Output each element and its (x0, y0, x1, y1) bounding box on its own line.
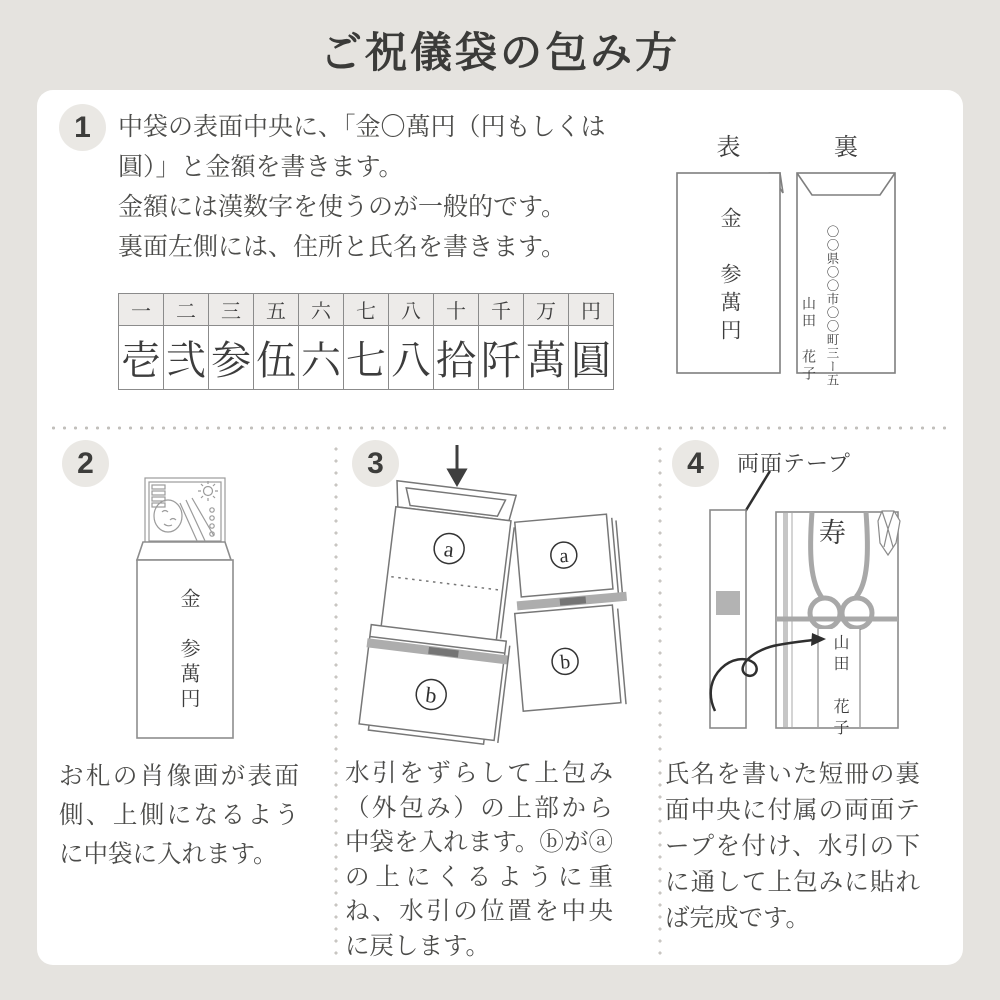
kanji-value-cell: 壱 (119, 326, 164, 390)
kanji-header-cell: 三 (209, 294, 254, 326)
kanji-value-cell: 拾 (434, 326, 479, 390)
inner-envelope-shoulder (137, 542, 231, 560)
kotobuki-character: 寿 (815, 518, 845, 545)
step2-number: 2 (77, 446, 94, 480)
label-b-text: b (424, 681, 439, 709)
kanji-value-cell: 六 (299, 326, 344, 390)
step2-envelope-amount: 金 参萬円 (177, 588, 199, 713)
label-a-text: a (442, 536, 456, 563)
tape-label: 両面テープ (737, 451, 851, 476)
finished-envelope-diagram (660, 443, 960, 743)
kanji-value-row (119, 326, 614, 390)
page-title: ご祝儀袋の包み方 (319, 29, 680, 76)
step1-description (118, 107, 623, 267)
step3-caption: 水引をずらして上包み（外包み）の上部から中袋を入れます。ⓑがⓐの上にくるように重ね、水引の位置を中央に戻します。 (345, 760, 613, 960)
kanji-value-cell: 阡 (479, 326, 524, 390)
kanji-header-cell: 千 (479, 294, 524, 326)
outer-wrap-open-diagram (357, 479, 529, 745)
outer-wrap-closed-diagram (507, 513, 636, 713)
step2-number-badge (62, 440, 109, 487)
kanji-value-cell: 弐 (164, 326, 209, 390)
step4-caption: 氏名を書いた短冊の裏面中央に付属の両面テープを付け、水引の下に通して上包みに貼れば完成です。 (665, 761, 920, 932)
kanji-value-cell: 八 (389, 326, 434, 390)
step4-name-strip-text: 山田 花子 (831, 634, 848, 740)
double-sided-tape (716, 591, 740, 615)
step2-caption: お札の肖像画が表面側、上側になるように中袋に入れます。 (59, 763, 299, 868)
step1-paragraph-2: 金額には漢数字を使うのが一般的です。 (118, 193, 567, 221)
kanji-numerals-table (118, 293, 614, 390)
kanji-header-cell: 七 (344, 294, 389, 326)
insert-arrow-icon (449, 445, 465, 484)
step1-number-badge (59, 104, 106, 151)
label-b-text-2: b (559, 650, 572, 674)
back-envelope-address: 〇〇県〇〇市〇〇町三ー五 (825, 225, 839, 387)
step1-paragraph-1: 中袋の表面中央に、「金〇萬円（円もしくは圓）」と金額を書きます。 (118, 113, 606, 181)
step4-number: 4 (687, 446, 704, 480)
kanji-header-cell: 六 (299, 294, 344, 326)
front-envelope-amount: 金 参萬円 (718, 207, 741, 347)
kanji-header-cell: 万 (524, 294, 569, 326)
kanji-header-cell: 一 (119, 294, 164, 326)
step1-paragraph-3: 裏面左側には、住所と氏名を書きます。 (118, 233, 567, 261)
kanji-value-cell: 参 (209, 326, 254, 390)
kanji-value-cell: 圓 (569, 326, 614, 390)
kanji-value-cell: 伍 (254, 326, 299, 390)
kanji-header-cell: 十 (434, 294, 479, 326)
tanzaku-strip (710, 510, 746, 728)
kanji-header-cell: 八 (389, 294, 434, 326)
step1-number: 1 (74, 110, 91, 144)
kanji-value-cell: 七 (344, 326, 389, 390)
front-envelope-label: 表 (716, 134, 741, 161)
step3-number: 3 (367, 446, 384, 480)
horizontal-dotted-divider (48, 426, 952, 430)
wrapping-steps-diagram (340, 443, 660, 743)
kanji-header-row (119, 294, 614, 326)
kanji-header-cell: 円 (569, 294, 614, 326)
kanji-value-cell: 萬 (524, 326, 569, 390)
vertical-dotted-divider-1 (334, 443, 338, 959)
kanji-header-cell: 二 (164, 294, 209, 326)
kanji-header-cell: 五 (254, 294, 299, 326)
label-a-text-2: a (558, 544, 570, 568)
back-envelope-name: 山田 花子 (801, 296, 817, 383)
back-envelope-label: 裏 (834, 134, 858, 161)
